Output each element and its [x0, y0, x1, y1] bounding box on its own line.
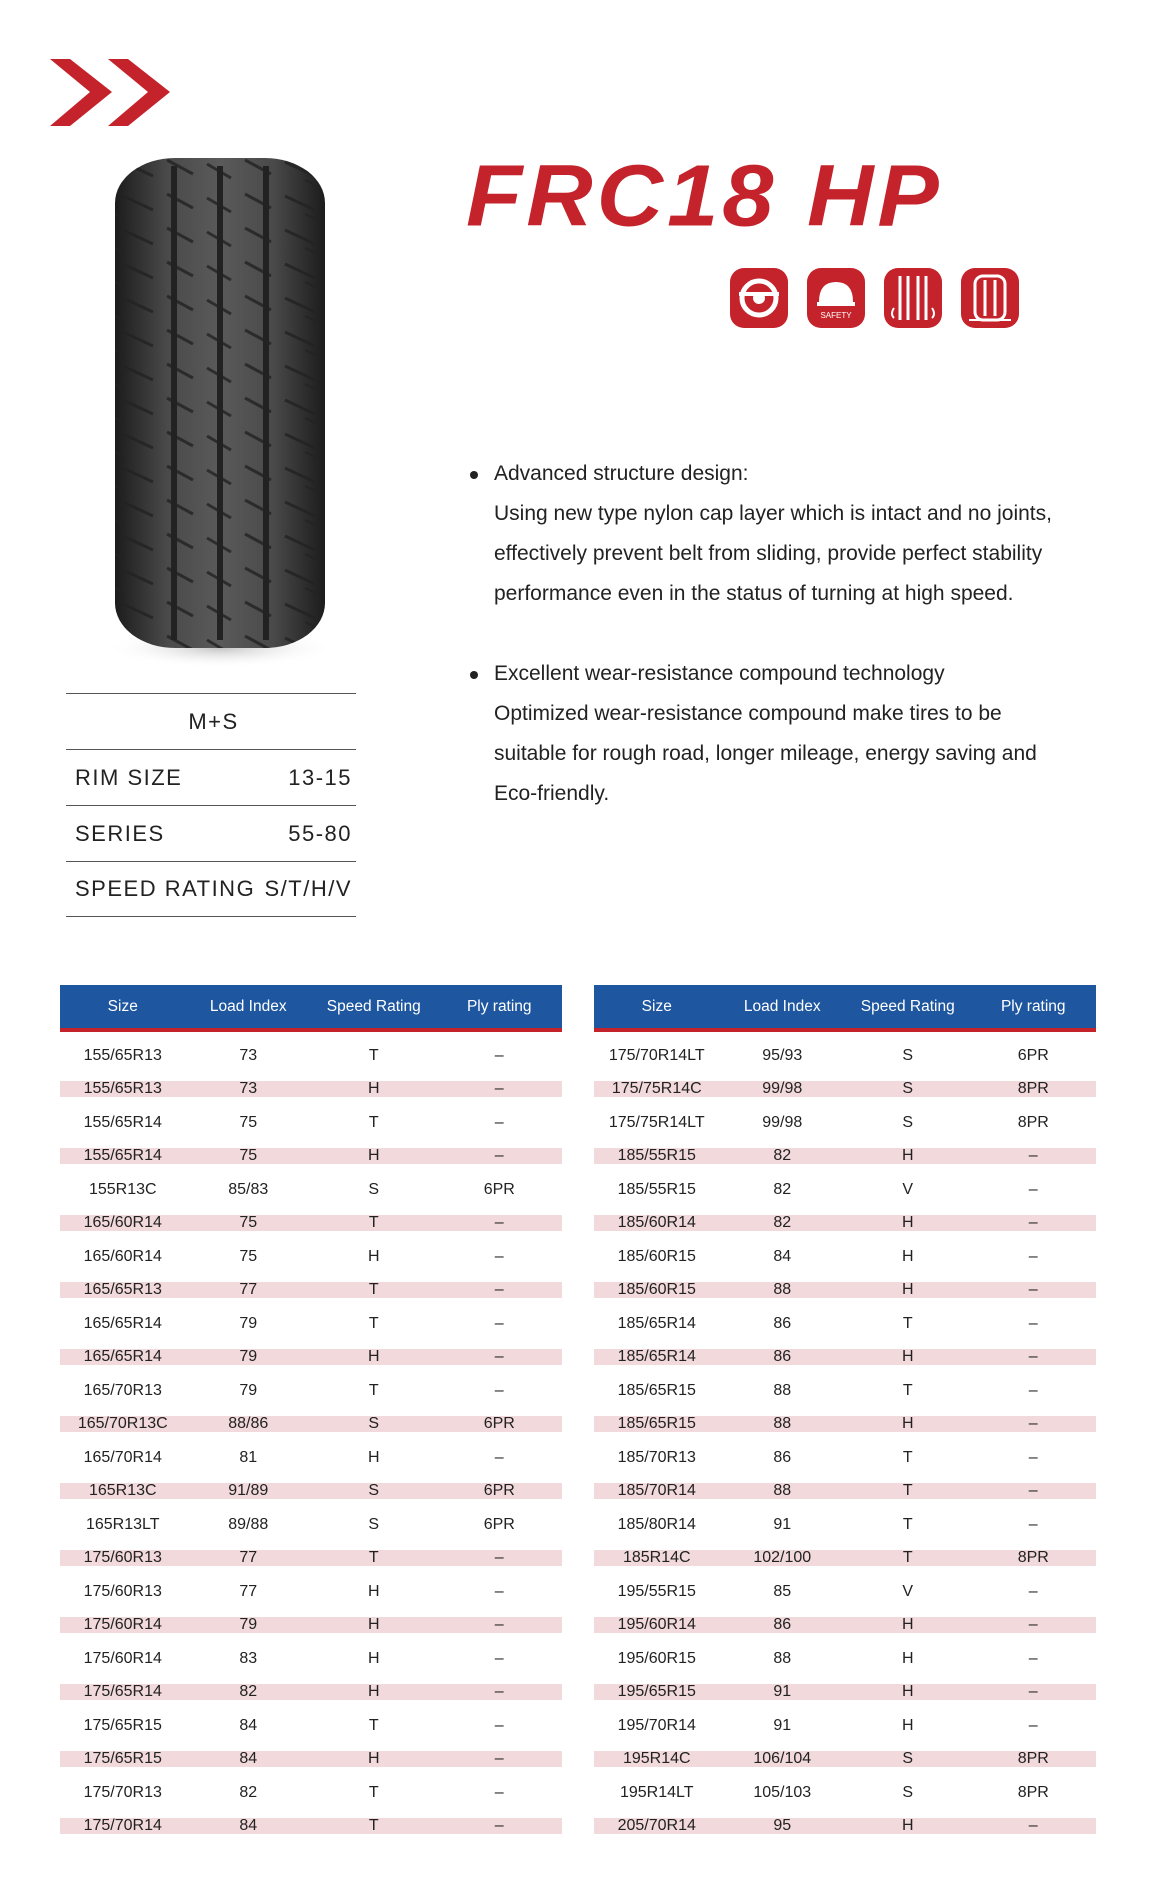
cell-ply-rating: – — [1028, 1247, 1038, 1265]
cell-load-index: 84 — [773, 1247, 792, 1265]
cell-size: 185/60R14 — [617, 1214, 696, 1232]
cell-speed-rating: H — [367, 1448, 380, 1466]
cell-speed-rating: V — [902, 1180, 914, 1198]
cell-load-index: 99/98 — [762, 1113, 803, 1131]
cell-speed-rating: H — [367, 1582, 380, 1600]
cell-size: 195/60R14 — [617, 1616, 696, 1634]
cell-load-index: 75 — [239, 1247, 258, 1265]
cell-load-index: 88 — [773, 1415, 792, 1433]
cell-ply-rating: – — [1028, 1348, 1038, 1366]
cell-ply-rating: – — [1028, 1448, 1038, 1466]
spec-row-series — [66, 805, 356, 861]
cell-speed-rating: S — [368, 1415, 380, 1433]
cell-ply-rating: 8PR — [1017, 1113, 1049, 1131]
cell-ply-rating: – — [1028, 1482, 1038, 1500]
cell-speed-rating: S — [902, 1046, 914, 1064]
header-size: Size — [641, 997, 672, 1015]
tire-image — [105, 158, 335, 668]
cell-size: 185/65R14 — [617, 1348, 696, 1366]
table-row — [594, 1106, 1096, 1140]
table-row — [60, 1282, 562, 1298]
table-row — [594, 1349, 1096, 1365]
table-row — [594, 1751, 1096, 1767]
cell-load-index: 91 — [773, 1515, 792, 1533]
cell-ply-rating: – — [1028, 1180, 1038, 1198]
header-load-index: Load Index — [209, 997, 287, 1015]
cell-ply-rating: – — [1028, 1716, 1038, 1734]
cell-size: 185/65R14 — [617, 1314, 696, 1332]
cell-ply-rating: 8PR — [1017, 1783, 1049, 1801]
table-row — [60, 1575, 562, 1609]
cell-load-index: 75 — [239, 1113, 258, 1131]
cell-load-index: 82 — [773, 1180, 792, 1198]
cell-speed-rating: H — [367, 1348, 380, 1366]
ms-label: M+S — [188, 708, 239, 734]
header-ply-rating: Ply rating — [466, 997, 532, 1015]
cell-ply-rating: – — [494, 1214, 504, 1232]
cell-speed-rating: H — [367, 1750, 380, 1768]
table-row — [60, 1684, 562, 1700]
cell-speed-rating: H — [901, 1281, 914, 1299]
cell-load-index: 91/89 — [228, 1482, 269, 1500]
cell-speed-rating: T — [902, 1448, 913, 1466]
cell-load-index: 83 — [239, 1649, 258, 1667]
cell-ply-rating: – — [494, 1247, 504, 1265]
feature-line: suitable for rough road, longer mileage, energy saving and — [494, 742, 1037, 765]
table-row — [594, 1240, 1096, 1274]
cell-speed-rating: H — [901, 1716, 914, 1734]
cell-ply-rating: – — [494, 1046, 504, 1064]
cell-size: 185/55R15 — [617, 1147, 696, 1165]
safety-icon — [807, 268, 865, 328]
table-row — [60, 1617, 562, 1633]
cell-load-index: 88 — [773, 1281, 792, 1299]
feature-line: Using new type nylon cap layer which is intact and no joints, — [494, 502, 1052, 525]
cell-speed-rating: T — [368, 1381, 379, 1399]
spec-table — [66, 693, 356, 917]
header-size: Size — [107, 997, 138, 1015]
cell-speed-rating: S — [902, 1080, 914, 1098]
cell-speed-rating: H — [901, 1147, 914, 1165]
table-row — [594, 1575, 1096, 1609]
spec-value: S/T/H/V — [264, 876, 352, 901]
cell-ply-rating: 6PR — [483, 1482, 515, 1500]
table-header — [60, 985, 562, 1032]
table-row — [594, 1776, 1096, 1810]
cell-ply-rating: – — [1028, 1683, 1038, 1701]
cell-speed-rating: H — [901, 1415, 914, 1433]
cell-ply-rating: – — [494, 1817, 504, 1835]
cell-load-index: 81 — [239, 1448, 258, 1466]
table-row — [594, 1684, 1096, 1700]
cell-size: 185/70R13 — [617, 1448, 696, 1466]
chevron-logo-icon — [50, 54, 178, 134]
table-body — [594, 1039, 1096, 1834]
cell-size: 175/65R15 — [83, 1750, 162, 1768]
spec-label: RIM SIZE — [75, 764, 183, 790]
table-row — [594, 1282, 1096, 1298]
cell-ply-rating: – — [494, 1381, 504, 1399]
cell-speed-rating: H — [367, 1247, 380, 1265]
cell-speed-rating: H — [901, 1683, 914, 1701]
cell-speed-rating: S — [902, 1783, 914, 1801]
table-row — [594, 1441, 1096, 1475]
cell-size: 175/60R14 — [83, 1616, 162, 1634]
cell-load-index: 88 — [773, 1482, 792, 1500]
cell-load-index: 73 — [239, 1046, 258, 1064]
cell-ply-rating: – — [1028, 1616, 1038, 1634]
cell-speed-rating: H — [901, 1649, 914, 1667]
table-row — [60, 1508, 562, 1542]
cell-size: 175/75R14C — [611, 1080, 702, 1098]
spec-row-speed — [66, 861, 356, 917]
spec-label: SERIES — [75, 820, 165, 846]
cell-load-index: 95 — [773, 1817, 792, 1835]
table-row — [60, 1416, 562, 1432]
table-row — [594, 1374, 1096, 1408]
cell-ply-rating: – — [494, 1147, 504, 1165]
cell-size: 165/65R14 — [83, 1314, 162, 1332]
cell-size: 175/70R13 — [83, 1783, 162, 1801]
cell-size: 195R14LT — [619, 1783, 694, 1801]
cell-speed-rating: H — [367, 1147, 380, 1165]
cell-speed-rating: T — [368, 1113, 379, 1131]
bullet-icon — [470, 671, 478, 679]
cell-size: 195/55R15 — [617, 1582, 696, 1600]
cell-load-index: 79 — [239, 1348, 258, 1366]
product-title: FRC18 HP — [466, 147, 943, 245]
table-row — [594, 1617, 1096, 1633]
cell-ply-rating: – — [494, 1783, 504, 1801]
cell-load-index: 82 — [773, 1147, 792, 1165]
cell-load-index: 86 — [773, 1616, 792, 1634]
cell-speed-rating: T — [902, 1482, 913, 1500]
cell-ply-rating: – — [1028, 1515, 1038, 1533]
cell-load-index: 88 — [773, 1381, 792, 1399]
cell-ply-rating: – — [494, 1549, 504, 1567]
cell-ply-rating: – — [1028, 1582, 1038, 1600]
cell-load-index: 86 — [773, 1448, 792, 1466]
cell-ply-rating: – — [494, 1281, 504, 1299]
feature-line: Eco-friendly. — [494, 782, 610, 805]
cell-speed-rating: T — [368, 1281, 379, 1299]
feature-line: Optimized wear-resistance compound make tires to be — [494, 702, 1002, 725]
table-row — [60, 1173, 562, 1207]
cell-speed-rating: T — [902, 1314, 913, 1332]
cell-size: 185/65R15 — [617, 1381, 696, 1399]
cell-speed-rating: T — [368, 1046, 379, 1064]
cell-size: 185/65R15 — [617, 1415, 696, 1433]
cell-size: 165/60R14 — [83, 1247, 162, 1265]
table-row — [60, 1550, 562, 1566]
cell-ply-rating: – — [1028, 1214, 1038, 1232]
cell-size: 155R13C — [88, 1180, 157, 1198]
table-row — [594, 1039, 1096, 1073]
spec-label: SPEED RATING — [75, 876, 256, 901]
feature-line: effectively prevent belt from sliding, provide perfect stability — [494, 542, 1043, 565]
cell-size: 175/60R13 — [83, 1549, 162, 1567]
table-row — [60, 1709, 562, 1743]
cell-size: 185/70R14 — [617, 1482, 696, 1500]
cell-ply-rating: – — [494, 1649, 504, 1667]
table-row — [60, 1776, 562, 1810]
table-row — [60, 1106, 562, 1140]
cell-load-index: 99/98 — [762, 1080, 803, 1098]
cell-load-index: 105/103 — [753, 1783, 812, 1801]
cell-load-index: 75 — [239, 1214, 258, 1232]
table-row — [594, 1173, 1096, 1207]
steering-icon — [730, 268, 788, 328]
bullet-icon — [470, 471, 478, 479]
cell-size: 155/65R14 — [83, 1147, 162, 1165]
cell-speed-rating: S — [368, 1180, 380, 1198]
cell-speed-rating: H — [901, 1817, 914, 1835]
spec-value: 55-80 — [288, 820, 352, 846]
cell-speed-rating: T — [902, 1381, 913, 1399]
high-speed-icon — [961, 268, 1019, 328]
cell-ply-rating: – — [1028, 1415, 1038, 1433]
table-row — [594, 1508, 1096, 1542]
cell-load-index: 89/88 — [228, 1515, 269, 1533]
cell-ply-rating: – — [1028, 1314, 1038, 1332]
cell-load-index: 85 — [773, 1582, 792, 1600]
cell-speed-rating: H — [367, 1080, 380, 1098]
cell-speed-rating: S — [902, 1113, 914, 1131]
cell-load-index: 82 — [773, 1214, 792, 1232]
cell-ply-rating: 6PR — [483, 1180, 515, 1198]
table-header — [594, 985, 1096, 1032]
cell-speed-rating: S — [368, 1482, 380, 1500]
cell-size: 175/70R14LT — [608, 1046, 705, 1064]
cell-size: 175/65R14 — [83, 1683, 162, 1701]
header-speed-rating: Speed Rating — [860, 997, 955, 1015]
cell-size: 195/70R14 — [617, 1716, 696, 1734]
cell-ply-rating: – — [494, 1448, 504, 1466]
cell-speed-rating: T — [368, 1783, 379, 1801]
cell-load-index: 106/104 — [753, 1750, 812, 1768]
cell-size: 165/70R13C — [77, 1415, 168, 1433]
cell-speed-rating: T — [368, 1549, 379, 1567]
table-row — [594, 1148, 1096, 1164]
table-row — [594, 1709, 1096, 1743]
feature-item — [470, 454, 1090, 614]
header-load-index: Load Index — [743, 997, 821, 1015]
table-row — [60, 1039, 562, 1073]
cell-speed-rating: S — [902, 1750, 914, 1768]
table-row — [60, 1148, 562, 1164]
cell-load-index: 82 — [239, 1783, 258, 1801]
cell-load-index: 82 — [239, 1683, 258, 1701]
cell-speed-rating: H — [901, 1616, 914, 1634]
cell-size: 165/65R14 — [83, 1348, 162, 1366]
cell-load-index: 86 — [773, 1348, 792, 1366]
cell-ply-rating: 6PR — [1017, 1046, 1049, 1064]
table-row — [594, 1307, 1096, 1341]
cell-size: 155/65R13 — [83, 1080, 162, 1098]
cell-size: 155/65R13 — [83, 1046, 162, 1064]
cell-ply-rating: – — [494, 1582, 504, 1600]
cell-ply-rating: – — [1028, 1147, 1038, 1165]
safety-text: SAFETY — [820, 311, 852, 320]
cell-speed-rating: S — [368, 1515, 380, 1533]
table-row — [60, 1751, 562, 1767]
cell-load-index: 73 — [239, 1080, 258, 1098]
cell-size: 175/60R13 — [83, 1582, 162, 1600]
table-row — [60, 1483, 562, 1499]
cell-load-index: 88 — [773, 1649, 792, 1667]
cell-load-index: 75 — [239, 1147, 258, 1165]
cell-speed-rating: H — [367, 1649, 380, 1667]
table-row — [60, 1081, 562, 1097]
cell-speed-rating: T — [902, 1549, 913, 1567]
size-table-right — [594, 985, 1096, 1843]
table-row — [60, 1642, 562, 1676]
cell-size: 185/60R15 — [617, 1281, 696, 1299]
cell-size: 165R13LT — [85, 1515, 160, 1533]
cell-ply-rating: – — [1028, 1817, 1038, 1835]
cell-ply-rating: – — [494, 1080, 504, 1098]
cell-ply-rating: – — [494, 1348, 504, 1366]
cell-ply-rating: 6PR — [483, 1515, 515, 1533]
cell-speed-rating: T — [368, 1314, 379, 1332]
cell-ply-rating: 8PR — [1017, 1750, 1049, 1768]
feature-line: performance even in the status of turning at high speed. — [494, 582, 1014, 605]
cell-size: 185/55R15 — [617, 1180, 696, 1198]
wet-grip-icon — [884, 268, 942, 328]
cell-ply-rating: – — [1028, 1281, 1038, 1299]
table-row — [60, 1374, 562, 1408]
feature-badges — [730, 268, 1019, 328]
cell-size: 195/60R15 — [617, 1649, 696, 1667]
table-row — [60, 1215, 562, 1231]
cell-size: 155/65R14 — [83, 1113, 162, 1131]
cell-speed-rating: T — [368, 1716, 379, 1734]
table-row — [60, 1818, 562, 1834]
cell-size: 185/60R15 — [617, 1247, 696, 1265]
cell-load-index: 88/86 — [228, 1415, 269, 1433]
cell-load-index: 84 — [239, 1817, 258, 1835]
table-row — [60, 1441, 562, 1475]
table-row — [594, 1483, 1096, 1499]
feature-item — [470, 654, 1090, 814]
spec-row-ms — [66, 693, 356, 749]
cell-speed-rating: H — [901, 1348, 914, 1366]
cell-speed-rating: H — [901, 1214, 914, 1232]
header-speed-rating: Speed Rating — [326, 997, 421, 1015]
cell-load-index: 77 — [239, 1281, 258, 1299]
cell-ply-rating: 8PR — [1017, 1080, 1049, 1098]
cell-ply-rating: – — [494, 1314, 504, 1332]
cell-load-index: 91 — [773, 1683, 792, 1701]
cell-ply-rating: – — [1028, 1649, 1038, 1667]
table-row — [594, 1081, 1096, 1097]
cell-load-index: 84 — [239, 1750, 258, 1768]
cell-ply-rating: 6PR — [483, 1415, 515, 1433]
cell-size: 195R14C — [622, 1750, 691, 1768]
cell-load-index: 95/93 — [762, 1046, 803, 1064]
cell-speed-rating: T — [902, 1515, 913, 1533]
cell-load-index: 77 — [239, 1549, 258, 1567]
cell-speed-rating: V — [902, 1582, 914, 1600]
cell-size: 175/75R14LT — [608, 1113, 705, 1131]
table-row — [60, 1240, 562, 1274]
cell-speed-rating: H — [901, 1247, 914, 1265]
cell-size: 175/60R14 — [83, 1649, 162, 1667]
cell-load-index: 79 — [239, 1381, 258, 1399]
cell-ply-rating: 8PR — [1017, 1549, 1049, 1567]
cell-size: 175/70R14 — [83, 1817, 162, 1835]
cell-speed-rating: H — [367, 1616, 380, 1634]
cell-load-index: 79 — [239, 1616, 258, 1634]
table-row — [594, 1642, 1096, 1676]
table-row — [594, 1818, 1096, 1834]
spec-row-rim — [66, 749, 356, 805]
spec-value: 13-15 — [288, 764, 352, 790]
table-row — [594, 1550, 1096, 1566]
table-body — [60, 1039, 562, 1834]
cell-size: 165/70R14 — [83, 1448, 162, 1466]
cell-ply-rating: – — [494, 1716, 504, 1734]
table-row — [60, 1349, 562, 1365]
cell-load-index: 91 — [773, 1716, 792, 1734]
cell-speed-rating: T — [368, 1214, 379, 1232]
cell-size: 185/80R14 — [617, 1515, 696, 1533]
cell-speed-rating: H — [367, 1683, 380, 1701]
cell-size: 165/60R14 — [83, 1214, 162, 1232]
cell-load-index: 85/83 — [228, 1180, 269, 1198]
feature-title: Excellent wear-resistance compound technology — [494, 662, 945, 685]
cell-size: 175/65R15 — [83, 1716, 162, 1734]
cell-ply-rating: – — [494, 1683, 504, 1701]
size-table-left — [60, 985, 562, 1843]
cell-ply-rating: – — [494, 1113, 504, 1131]
cell-size: 205/70R14 — [617, 1817, 696, 1835]
cell-load-index: 79 — [239, 1314, 258, 1332]
cell-ply-rating: – — [1028, 1381, 1038, 1399]
cell-ply-rating: – — [494, 1616, 504, 1634]
feature-list — [470, 454, 1090, 854]
cell-size: 165/70R13 — [83, 1381, 162, 1399]
cell-ply-rating: – — [494, 1750, 504, 1768]
feature-title: Advanced structure design: — [494, 462, 749, 485]
cell-size: 195/65R15 — [617, 1683, 696, 1701]
cell-speed-rating: T — [368, 1817, 379, 1835]
header-ply-rating: Ply rating — [1000, 997, 1066, 1015]
cell-load-index: 102/100 — [753, 1549, 812, 1567]
cell-size: 165R13C — [88, 1482, 157, 1500]
table-row — [594, 1416, 1096, 1432]
cell-load-index: 77 — [239, 1582, 258, 1600]
cell-size: 165/65R13 — [83, 1281, 162, 1299]
table-row — [60, 1307, 562, 1341]
cell-load-index: 86 — [773, 1314, 792, 1332]
cell-size: 185R14C — [622, 1549, 691, 1567]
cell-load-index: 84 — [239, 1716, 258, 1734]
table-row — [594, 1215, 1096, 1231]
